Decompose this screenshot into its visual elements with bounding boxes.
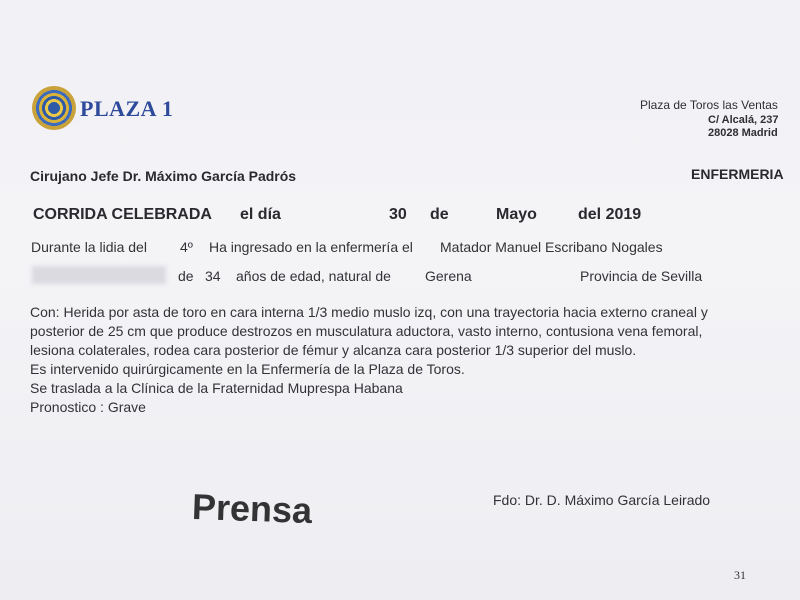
- personal-province: Provincia de Sevilla: [580, 268, 703, 284]
- redacted-area: [32, 266, 166, 284]
- prensa-stamp: Prensa: [191, 485, 313, 532]
- report-line: Pronostico : Grave: [30, 399, 146, 415]
- corrida-month: Mayo: [496, 206, 537, 223]
- venue-street: C/ Alcalá, 237: [708, 114, 779, 126]
- lidia-text: Ha ingresado en la enfermería el: [209, 239, 413, 255]
- department-label: ENFERMERIA: [691, 166, 784, 182]
- personal-age-text: años de edad, natural de: [236, 268, 391, 284]
- venue-city: 28028 Madrid: [708, 127, 778, 139]
- personal-age: 34: [205, 268, 221, 284]
- personal-town: Gerena: [425, 268, 472, 284]
- report-line: lesiona colaterales, rodea cara posterior de fémur y alcanza cara posterior 1/3 superior del muslo.: [30, 342, 637, 358]
- lidia-label: Durante la lidia del: [31, 239, 147, 255]
- surgeon-chief: Cirujano Jefe Dr. Máximo García Padrós: [30, 168, 297, 184]
- corrida-label: CORRIDA CELEBRADA: [33, 206, 212, 223]
- report-line: Se traslada a la Clínica de la Fraternidad Muprespa Habana: [30, 380, 403, 396]
- corrida-year: del 2019: [578, 206, 642, 223]
- lidia-name: Matador Manuel Escribano Nogales: [440, 239, 663, 255]
- signature: Fdo: Dr. D. Máximo García Leirado: [493, 492, 711, 508]
- report-line: Es intervenido quirúrgicamente en la Enfermería de la Plaza de Toros.: [30, 361, 465, 377]
- logo-text: PLAZA 1: [80, 96, 174, 121]
- venue-name: Plaza de Toros las Ventas: [640, 98, 778, 112]
- report-line: posterior de 25 cm que produce destrozos en musculatura aductora, vasto interno, contusiona vena femoral,: [30, 323, 703, 339]
- corrida-day: 30: [389, 206, 407, 223]
- personal-de: de: [178, 268, 194, 284]
- emblem-icon: [32, 86, 76, 130]
- corrida-de: de: [430, 206, 449, 223]
- page-number: 31: [734, 568, 746, 582]
- corrida-el-dia: el día: [240, 206, 281, 223]
- lidia-number: 4º: [180, 239, 193, 255]
- report-line: Con: Herida por asta de toro en cara interna 1/3 medio muslo izq, con una trayectoria hacia externo craneal y: [30, 304, 708, 320]
